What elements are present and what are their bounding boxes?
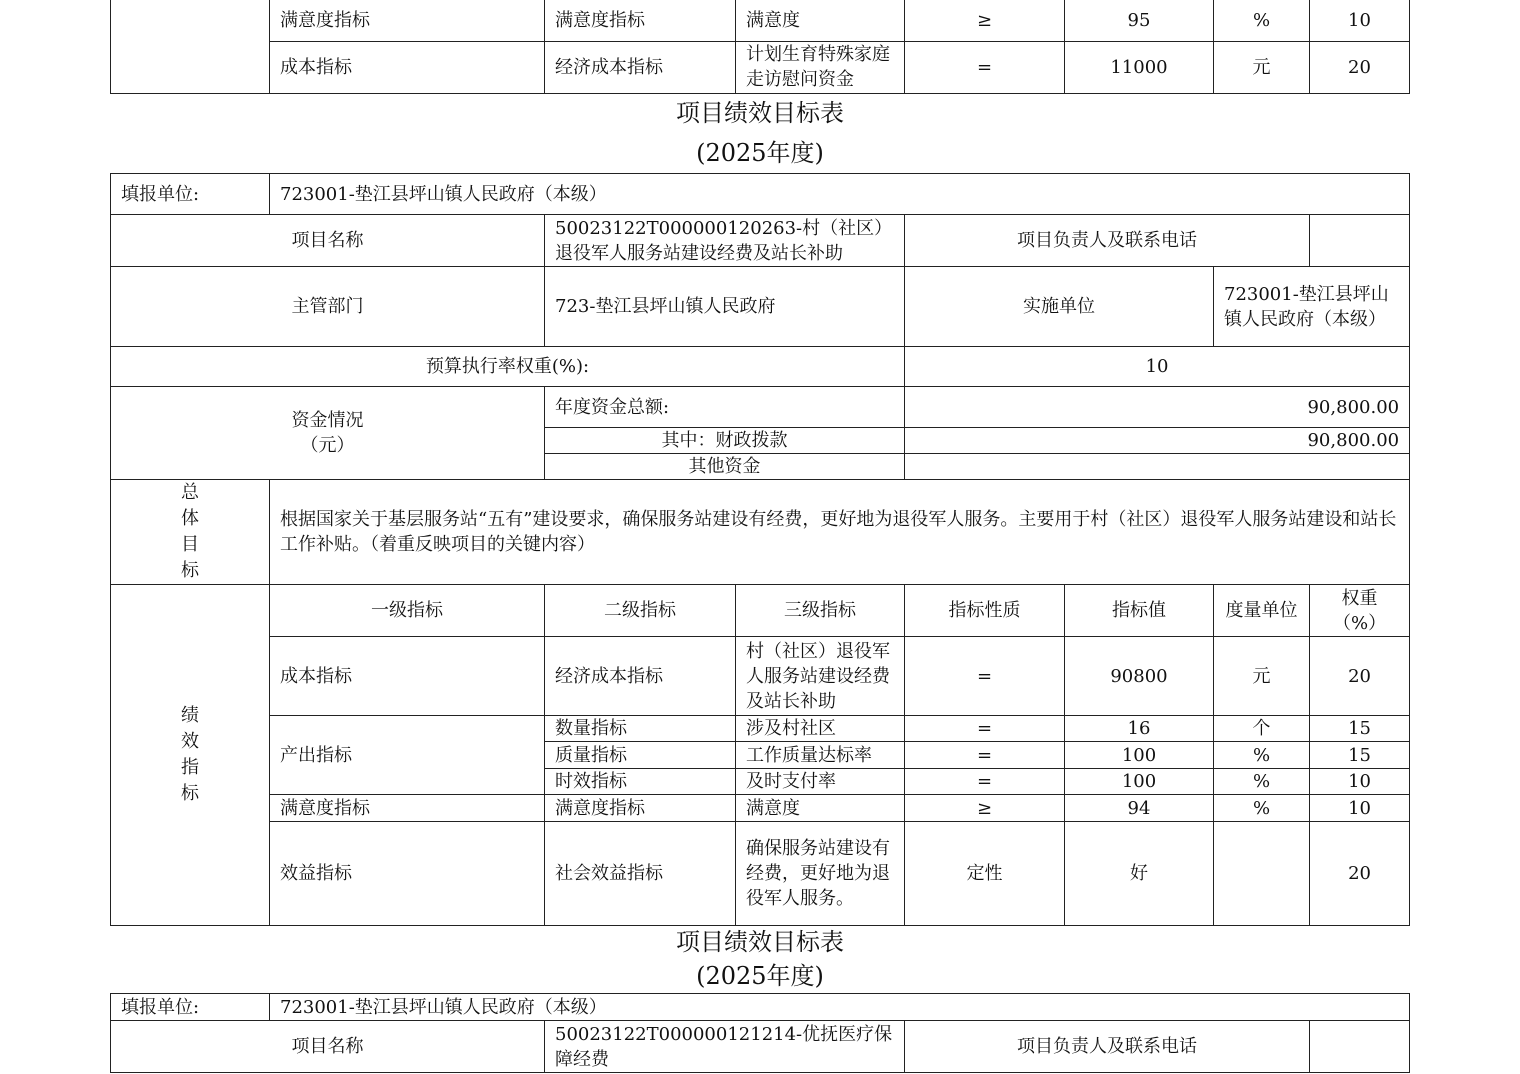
dept-row (111, 267, 1410, 347)
indicator-level3: 满意度 (736, 795, 905, 822)
table-row (111, 822, 1410, 926)
fill-unit-label: 填报单位: (111, 174, 270, 215)
contact-label: 项目负责人及联系电话 (905, 1021, 1310, 1073)
table-row (111, 716, 1410, 742)
header-nature: 指标性质 (905, 585, 1065, 637)
header-weight: 权重（%） (1310, 585, 1410, 637)
indicator-nature: ≥ (905, 795, 1065, 822)
indicator-level1: 成本指标 (270, 637, 545, 716)
budget-rate-label: 预算执行率权重(%): (111, 347, 905, 387)
indicator-level3: 村（社区）退役军人服务站建设经费及站长补助 (736, 637, 905, 716)
indicator-level1: 成本指标 (270, 41, 545, 93)
contact-value (1310, 215, 1410, 267)
indicator-level2: 时效指标 (545, 769, 736, 795)
indicator-level2: 满意度指标 (545, 0, 736, 41)
indicator-level3: 计划生育特殊家庭走访慰问资金 (736, 41, 905, 93)
indicator-level3: 满意度 (736, 0, 905, 41)
blank-cell (111, 0, 270, 93)
funds-label-text: 资金情况（元） (291, 410, 364, 456)
indicator-nature: 定性 (905, 822, 1065, 926)
project-name-label: 项目名称 (111, 1021, 545, 1073)
project-name-row (111, 215, 1410, 267)
indicator-unit: 元 (1214, 41, 1310, 93)
indicator-weight: 20 (1310, 822, 1410, 926)
indicator-value: 好 (1065, 822, 1214, 926)
indicator-level2: 经济成本指标 (545, 637, 736, 716)
funds-label (111, 387, 545, 480)
indicator-weight: 15 (1310, 716, 1410, 742)
indicator-value: 16 (1065, 716, 1214, 742)
perf-label-text: 绩效指标 (181, 705, 199, 804)
indicator-level2: 数量指标 (545, 716, 736, 742)
indicator-nature: = (905, 637, 1065, 716)
impl-label: 实施单位 (905, 267, 1214, 347)
indicator-weight: 10 (1310, 0, 1410, 41)
indicator-unit: 元 (1214, 637, 1310, 716)
header-level2: 二级指标 (545, 585, 736, 637)
indicator-level2: 社会效益指标 (545, 822, 736, 926)
indicator-weight: 10 (1310, 795, 1410, 822)
table-row (111, 795, 1410, 822)
indicator-level1: 满意度指标 (270, 0, 545, 41)
indicator-weight: 20 (1310, 637, 1410, 716)
fiscal-label: 其中：财政拨款 (545, 428, 905, 454)
indicator-level3: 及时支付率 (736, 769, 905, 795)
project-name-row (111, 1021, 1410, 1073)
indicator-value: 95 (1065, 0, 1214, 41)
table-row (111, 637, 1410, 716)
fill-unit-row (111, 994, 1410, 1021)
budget-rate-row (111, 347, 1410, 387)
indicator-level3: 工作质量达标率 (736, 742, 905, 769)
form-title: 项目绩效目标表 (676, 99, 844, 127)
fill-unit-label: 填报单位: (111, 994, 270, 1021)
goal-label (111, 480, 270, 585)
indicator-weight: 10 (1310, 769, 1410, 795)
project-name-value: 50023122T000000120263-村（社区）退役军人服务站建设经费及站长补助 (545, 215, 905, 267)
header-value: 指标值 (1065, 585, 1214, 637)
header-level1: 一级指标 (270, 585, 545, 637)
impl-value: 723001-垫江县坪山镇人民政府（本级） (1214, 267, 1410, 347)
project-name-value: 50023122T000000121214-优抚医疗保障经费 (545, 1021, 905, 1073)
indicator-level1: 满意度指标 (270, 795, 545, 822)
indicator-value: 90800 (1065, 637, 1214, 716)
performance-goal-table (110, 173, 1410, 926)
other-funds-value (905, 454, 1410, 480)
indicator-level3: 确保服务站建设有经费，更好地为退役军人服务。 (736, 822, 905, 926)
contact-value (1310, 1021, 1410, 1073)
indicator-nature: = (905, 41, 1065, 93)
indicator-unit: % (1214, 795, 1310, 822)
header-row (111, 585, 1410, 637)
annual-total-value: 90,800.00 (905, 387, 1410, 428)
indicator-nature: = (905, 716, 1065, 742)
table-row (111, 0, 1410, 41)
indicator-weight: 15 (1310, 742, 1410, 769)
indicator-level2: 质量指标 (545, 742, 736, 769)
fill-unit-value: 723001-垫江县坪山镇人民政府（本级） (270, 994, 1410, 1021)
fill-unit-value: 723001-垫江县坪山镇人民政府（本级） (270, 174, 1410, 215)
indicator-value: 100 (1065, 769, 1214, 795)
indicator-level3: 涉及村社区 (736, 716, 905, 742)
other-funds-label: 其他资金 (545, 454, 905, 480)
fill-unit-row (111, 174, 1410, 215)
indicator-unit (1214, 822, 1310, 926)
indicator-level1: 效益指标 (270, 822, 545, 926)
fiscal-value: 90,800.00 (905, 428, 1410, 454)
indicator-value: 100 (1065, 742, 1214, 769)
indicator-weight: 20 (1310, 41, 1410, 93)
indicator-value: 11000 (1065, 41, 1214, 93)
header-unit: 度量单位 (1214, 585, 1310, 637)
perf-label (111, 585, 270, 926)
indicator-unit: 个 (1214, 716, 1310, 742)
indicator-nature: = (905, 769, 1065, 795)
form-year: (2025年度) (696, 139, 824, 167)
funds-row (111, 387, 1410, 428)
indicator-nature: ≥ (905, 0, 1065, 41)
annual-total-label: 年度资金总额: (545, 387, 905, 428)
budget-rate-value: 10 (905, 347, 1410, 387)
contact-label: 项目负责人及联系电话 (905, 215, 1310, 267)
dept-label: 主管部门 (111, 267, 545, 347)
project-name-label: 项目名称 (111, 215, 545, 267)
indicator-unit: % (1214, 742, 1310, 769)
goal-row (111, 480, 1410, 585)
table-row (111, 41, 1410, 93)
dept-value: 723-垫江县坪山镇人民政府 (545, 267, 905, 347)
indicator-value: 94 (1065, 795, 1214, 822)
indicator-unit: % (1214, 769, 1310, 795)
performance-goal-table (110, 993, 1410, 1073)
header-level3: 三级指标 (736, 585, 905, 637)
form-title: 项目绩效目标表 (676, 928, 844, 956)
indicator-unit: % (1214, 0, 1310, 41)
indicator-level2: 满意度指标 (545, 795, 736, 822)
top-continuation-table (110, 0, 1410, 94)
goal-label-text: 总体目标 (181, 482, 199, 581)
indicator-level2: 经济成本指标 (545, 41, 736, 93)
indicator-level1: 产出指标 (270, 716, 545, 795)
form-year: (2025年度) (696, 962, 824, 990)
goal-text: 根据国家关于基层服务站“五有”建设要求，确保服务站建设有经费，更好地为退役军人服务。主要用于村（社区）退役军人服务站建设和站长工作补贴。（着重反映项目的关键内容） (270, 480, 1410, 585)
indicator-nature: = (905, 742, 1065, 769)
